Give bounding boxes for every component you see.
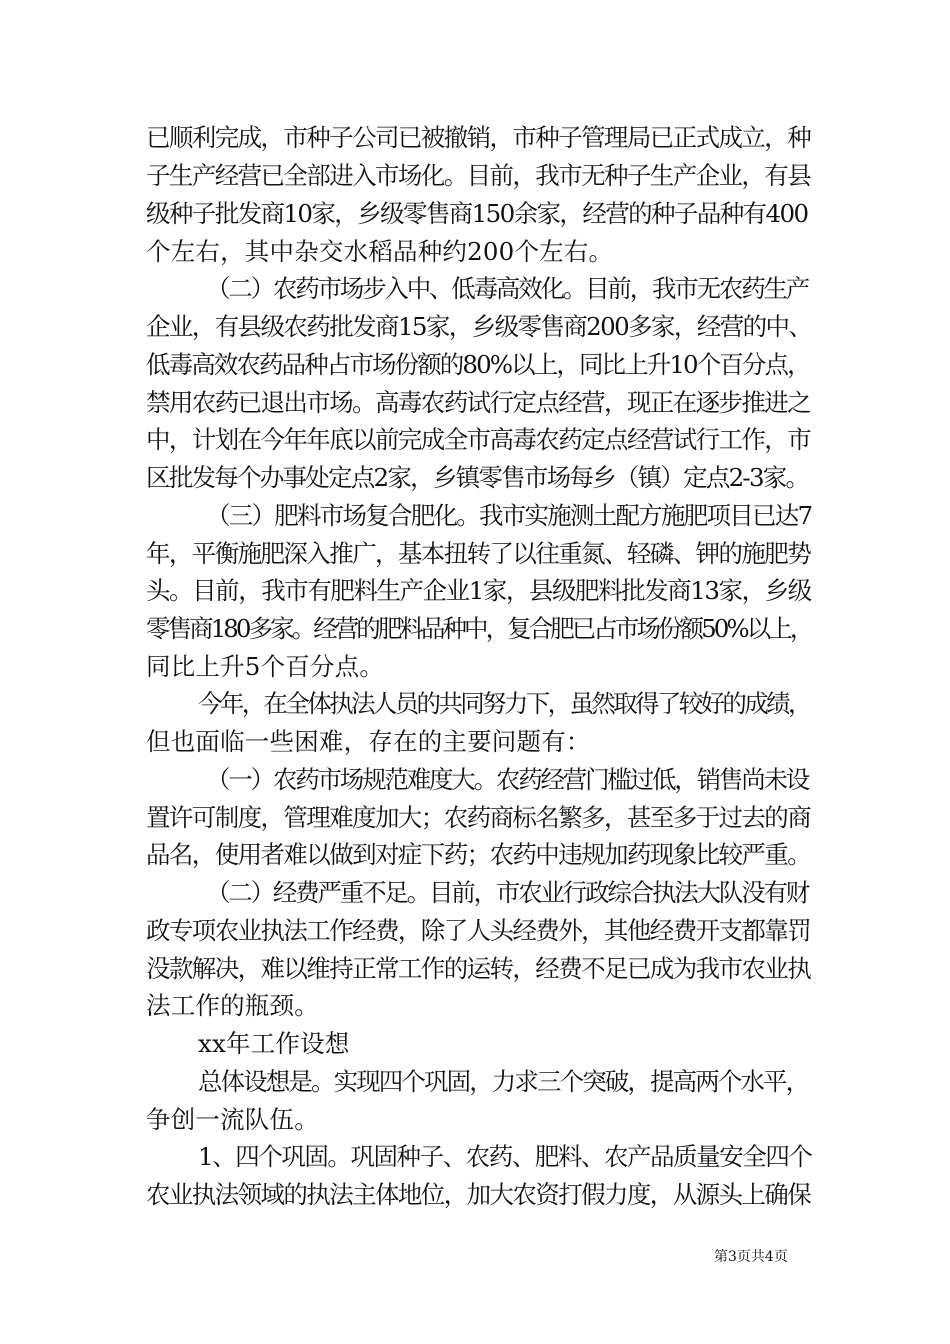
text-line: 头。目前，我市有肥料生产企业1家，县级肥料批发商13家，乡级 [146, 576, 811, 605]
text-line: 品名，使用者难以做到对症下药；农药中违规加药现象比较严重。 [146, 840, 811, 869]
text-line: 农业执法领域的执法主体地位，加大农资打假力度，从源头上确保 [146, 1180, 811, 1209]
text-line: 1、四个巩固。巩固种子、农药、肥料、农产品质量安全四个 [198, 1142, 812, 1171]
text-line: 区批发每个办事处定点2家，乡镇零售市场每乡（镇）定点2-3家。 [146, 463, 809, 492]
text-line: 零售商180多家。经营的肥料品种中，复合肥已占市场份额50%以上， [146, 614, 812, 643]
text-line: 企业，有县级农药批发商15家，乡级零售商200多家，经营的中、 [146, 312, 812, 341]
text-line: 禁用农药已退出市场。高毒农药试行定点经营，现正在逐步推进之 [146, 388, 811, 417]
text-line: 子生产经营已全部进入市场化。目前，我市无种子生产企业，有县 [146, 161, 811, 190]
text-line: 今年，在全体执法人员的共同努力下，虽然取得了较好的成绩， [198, 689, 810, 718]
text-line: （二）经费严重不足。目前，市农业行政综合执法大队没有财 [206, 878, 809, 907]
text-line: 低毒高效农药品种占市场份额的80%以上，同比上升10个百分点， [146, 350, 810, 379]
text-line: 置许可制度，管理难度加大；农药商标名繁多，甚至多于过去的商 [146, 803, 811, 832]
text-line: 法工作的瓶颈。 [146, 991, 319, 1020]
text-line: 中，计划在今年年底以前完成全市高毒农药定点经营试行工作，市 [146, 425, 811, 454]
page-number: 第3页共4页 [714, 1249, 788, 1265]
text-line: 级种子批发商10家，乡级零售商150余家，经营的种子品种有400 [146, 199, 808, 228]
text-line: 个左右，其中杂交水稻品种约200个左右。 [146, 237, 614, 266]
text-line: 年，平衡施肥深入推广，基本扭转了以往重氮、轻磷、钾的施肥势 [146, 539, 811, 568]
text-line: 总体设想是。实现四个巩固，力求三个突破，提高两个水平， [198, 1067, 809, 1096]
text-line: 同比上升5个百分点。 [146, 652, 385, 681]
section-heading: xx年工作设想 [198, 1029, 350, 1058]
text-line: 没款解决，难以维持正常工作的运转，经费不足已成为我市农业执 [146, 954, 811, 983]
text-line: 政专项农业执法工作经费，除了人头经费外，其他经费开支都靠罚 [146, 916, 811, 945]
text-line: 但也面临一些困难，存在的主要问题有： [146, 727, 591, 756]
text-line: （二）农药市场步入中、低毒高效化。目前，我市无农药生产 [206, 274, 809, 303]
text-line: 争创一流队伍。 [146, 1105, 319, 1134]
text-line: （一）农药市场规范难度大。农药经营门槛过低，销售尚未设 [206, 765, 809, 794]
text-line: （三）肥料市场复合肥化。我市实施测土配方施肥项目已达7 [206, 501, 812, 530]
text-line: 已顺利完成，市种子公司已被撤销，市种子管理局已正式成立，种 [146, 123, 811, 152]
